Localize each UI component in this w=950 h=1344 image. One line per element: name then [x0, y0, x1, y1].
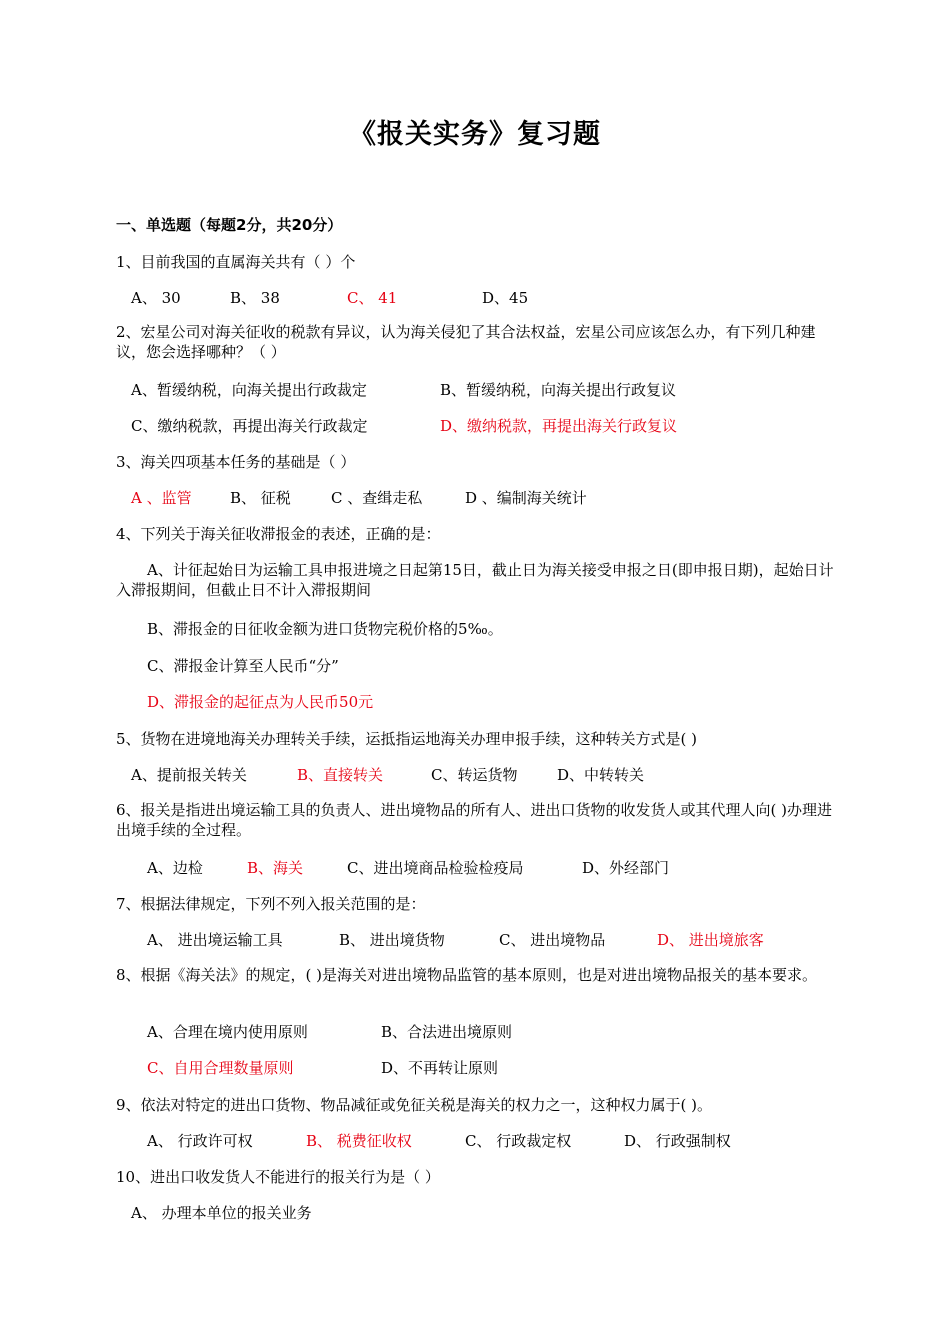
q8-option-b: B、合法进出境原则	[381, 1023, 513, 1041]
q9-option-c: C、 行政裁定权	[465, 1132, 572, 1150]
q5-option-c: C、转运货物	[431, 766, 518, 784]
q1-option-a: A、 30	[131, 289, 181, 307]
q4-option-d-answer: D、滞报金的起征点为人民币50元	[147, 693, 374, 711]
q1-option-b: B、 38	[230, 289, 280, 307]
q8-option-c-answer: C、自用合理数量原则	[147, 1059, 294, 1077]
q4-option-a: A、计征起始日为运输工具申报进境之日起第15日，截止日为海关接受申报之日(即申报日期)，起始日计入滞报期间，但截止日不计入滞报期间	[116, 561, 834, 599]
q2-option-d-answer: D、缴纳税款，再提出海关行政复议	[440, 417, 678, 435]
q6-option-d: D、外经部门	[582, 859, 670, 877]
q1-option-d: D、45	[482, 289, 529, 307]
q9-option-b-answer: B、 税费征收权	[306, 1132, 412, 1150]
q4-option-c: C、滞报金计算至人民币“分”	[147, 657, 339, 675]
q8-option-d: D、不再转让原则	[381, 1059, 499, 1077]
q7-option-b: B、 进出境货物	[339, 931, 445, 949]
q5-option-b-answer: B、直接转关	[297, 766, 384, 784]
q4-option-b: B、滞报金的日征收金额为进口货物完税价格的5‰。	[147, 620, 503, 638]
q7-option-a: A、 进出境运输工具	[147, 931, 283, 949]
q5-option-a: A、提前报关转关	[131, 766, 247, 784]
question-5: 5、货物在进境地海关办理转关手续，运抵指运地海关办理申报手续，这种转关方式是( )	[116, 730, 698, 748]
q6-option-c: C、进出境商品检验检疫局	[347, 859, 524, 877]
q3-option-a-answer: A 、监管	[131, 489, 192, 507]
q3-option-d: D 、编制海关统计	[465, 489, 587, 507]
q9-option-a: A、 行政许可权	[147, 1132, 253, 1150]
q6-option-a: A、边检	[147, 859, 203, 877]
q3-option-c: C 、查缉走私	[331, 489, 423, 507]
question-7: 7、根据法律规定，下列不列入报关范围的是：	[116, 895, 426, 913]
q3-option-b: B、 征税	[230, 489, 291, 507]
q10-option-a: A、 办理本单位的报关业务	[131, 1204, 312, 1222]
q1-option-c-answer: C、 41	[347, 289, 398, 307]
q7-option-d-answer: D、 进出境旅客	[657, 931, 764, 949]
q7-option-c: C、 进出境物品	[499, 931, 606, 949]
question-9: 9、依法对特定的进出口货物、物品减征或免征关税是海关的权力之一，这种权力属于( )。	[116, 1096, 713, 1114]
question-1: 1、目前我国的直属海关共有（ ）个	[116, 253, 356, 271]
q2-option-c: C、缴纳税款，再提出海关行政裁定	[131, 417, 368, 435]
q6-option-b-answer: B、海关	[247, 859, 304, 877]
question-2: 2、宏星公司对海关征收的税款有异议，认为海关侵犯了其合法权益，宏星公司应该怎么办，有下列几种建议，您会选择哪种？（ ）	[116, 323, 816, 361]
section-heading: 一、单选题（每题2分，共20分）	[116, 216, 343, 234]
q8-option-a: A、合理在境内使用原则	[147, 1023, 308, 1041]
question-4: 4、下列关于海关征收滞报金的表述，正确的是：	[116, 525, 441, 543]
document-title: 《报关实务》复习题	[349, 119, 601, 150]
question-6: 6、报关是指进出境运输工具的负责人、进出境物品的所有人、进出口货物的收发货人或其代理人向( )办理进出境手续的全过程。	[116, 801, 833, 839]
q2-option-b: B、暂缓纳税，向海关提出行政复议	[440, 381, 677, 399]
q5-option-d: D、中转转关	[557, 766, 645, 784]
q2-option-a: A、暂缓纳税，向海关提出行政裁定	[131, 381, 367, 399]
question-8: 8、根据《海关法》的规定，( )是海关对进出境物品监管的基本原则，也是对进出境物品报关的基本要求。	[116, 966, 818, 984]
question-3: 3、海关四项基本任务的基础是（ ）	[116, 453, 356, 471]
question-10: 10、进出口收发货人不能进行的报关行为是（ ）	[116, 1168, 440, 1186]
q9-option-d: D、 行政强制权	[624, 1132, 731, 1150]
